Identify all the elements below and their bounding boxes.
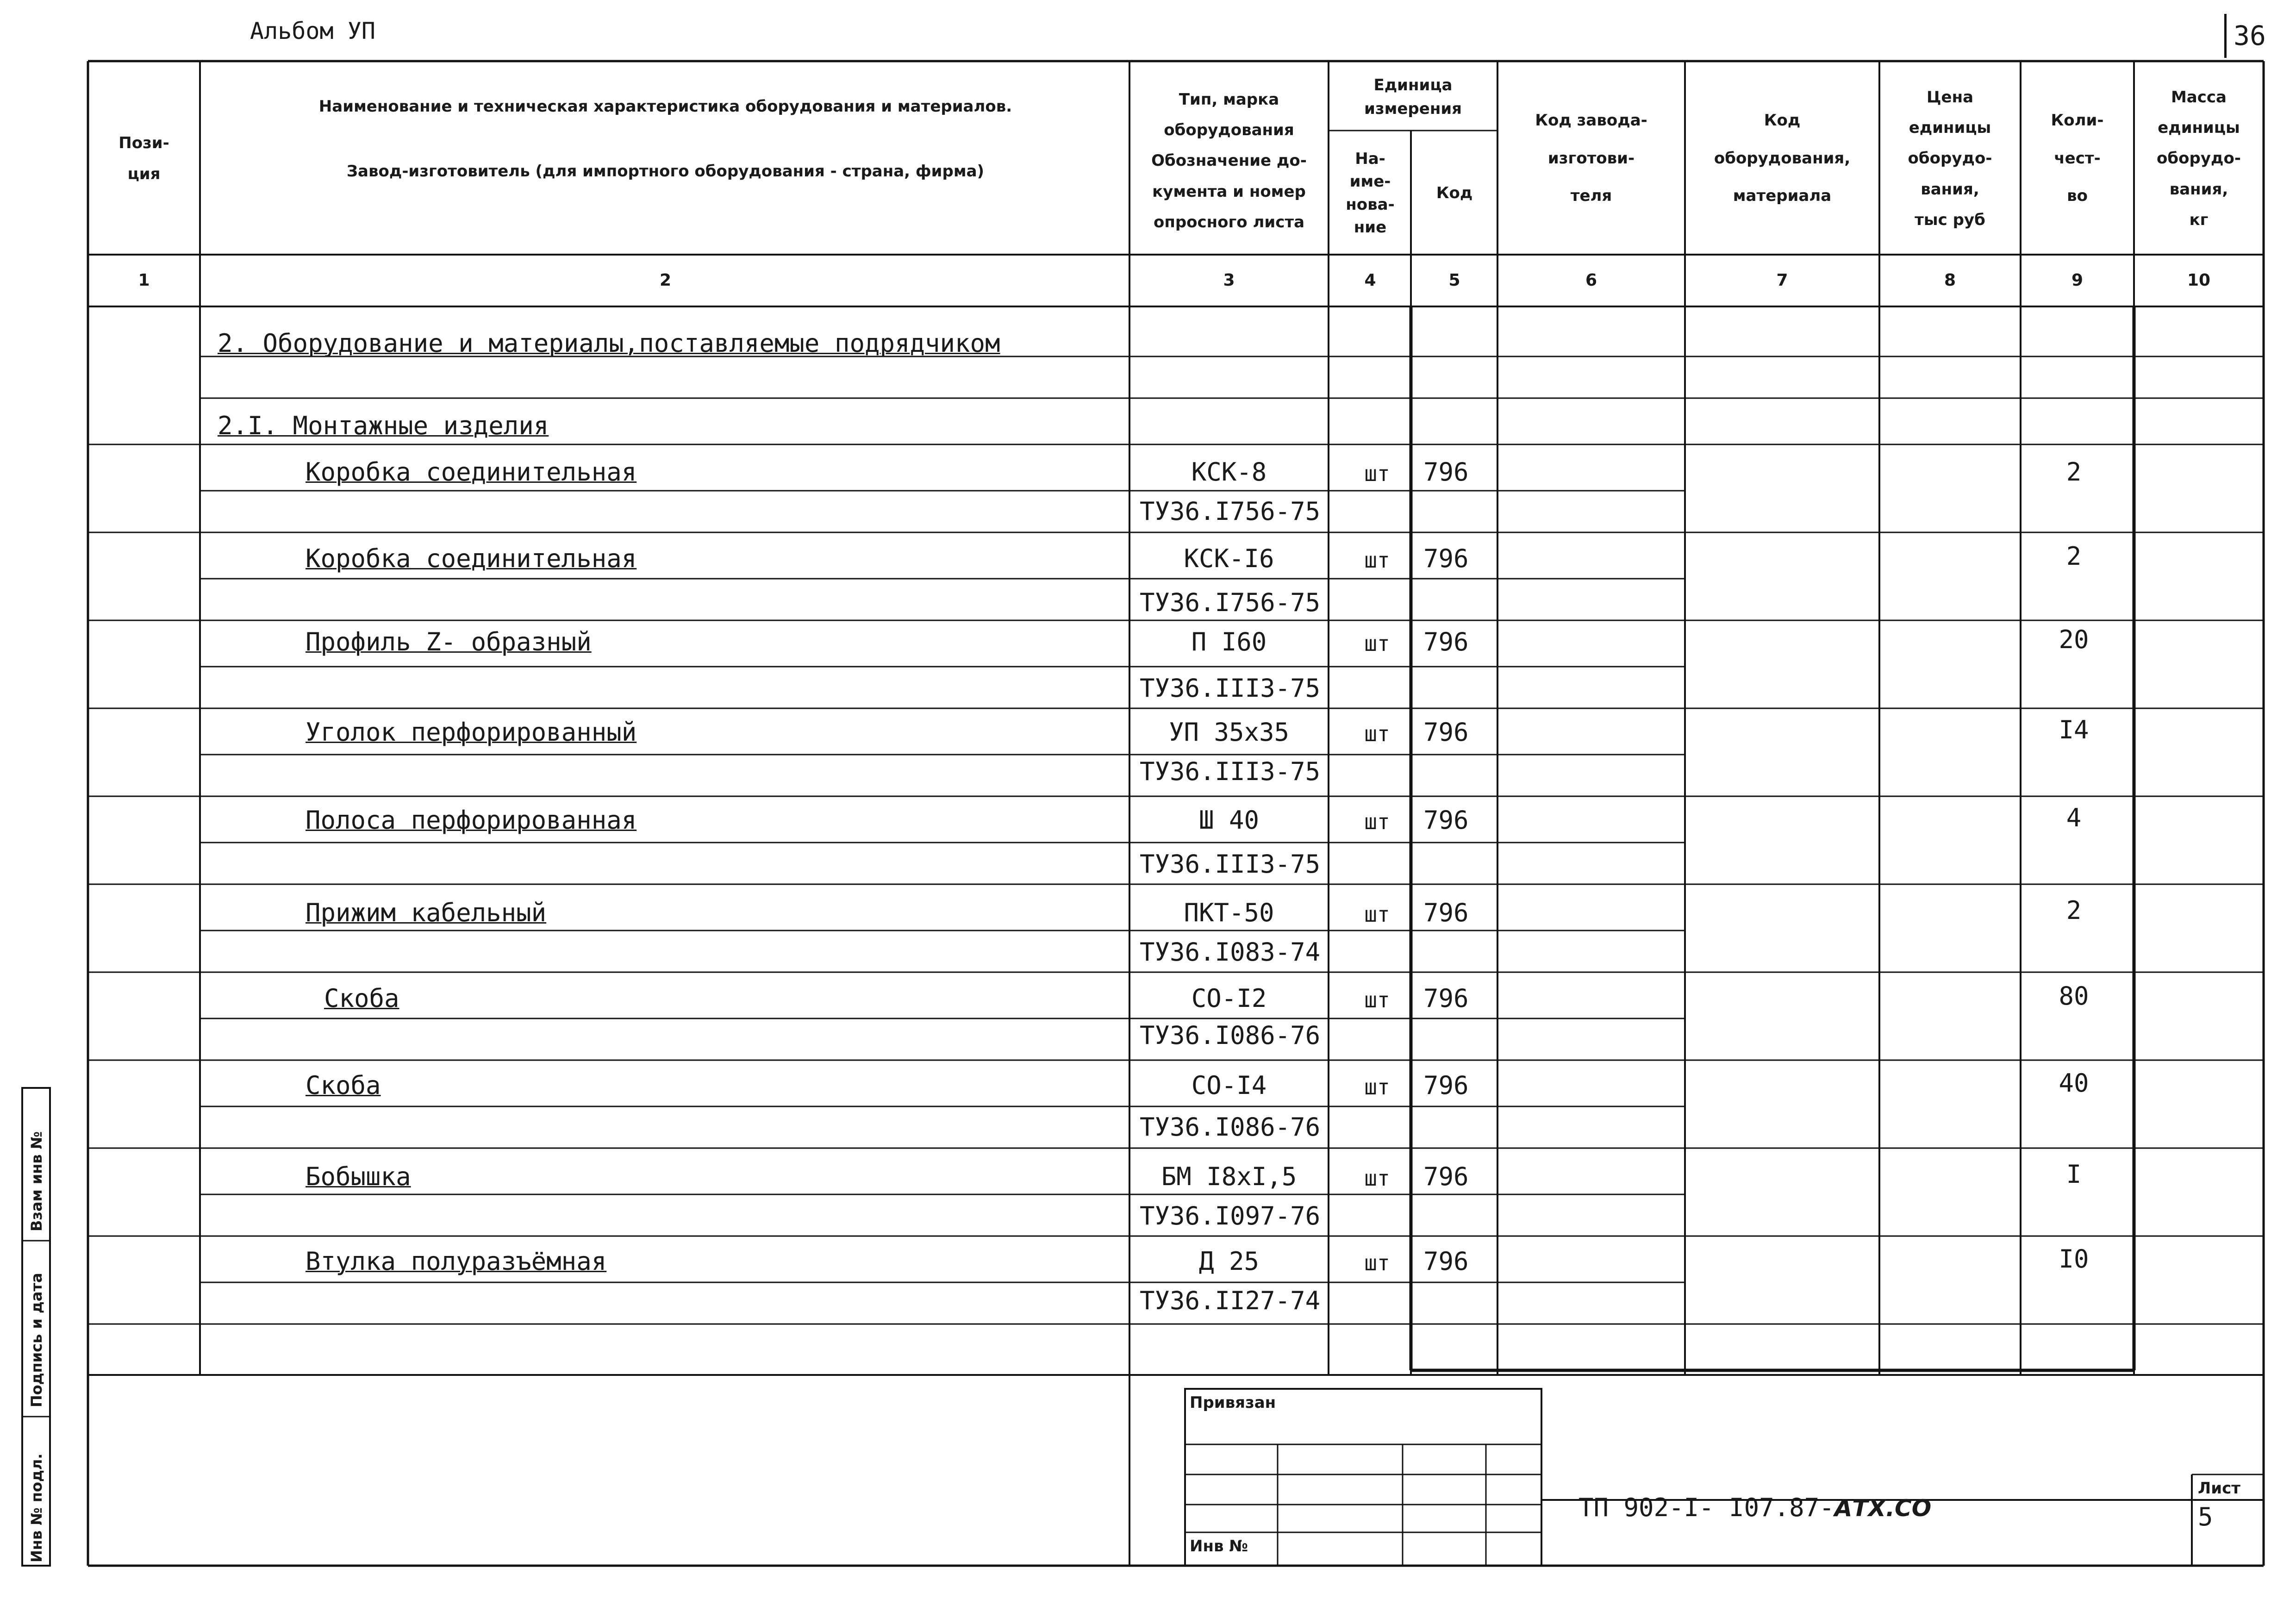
item-name: Полоса перфорированная	[306, 806, 637, 835]
item-name: Уголок перфорированный	[306, 718, 637, 747]
col-number-1: 1	[138, 271, 150, 290]
side-label-podpis: Подпись и дата	[28, 1273, 45, 1407]
header-quantity: Коли- чест- во	[2051, 111, 2104, 206]
item-unit: шт	[1364, 548, 1390, 573]
col-number-2: 2	[659, 271, 672, 290]
item-unit: шт	[1364, 1166, 1390, 1191]
header-mass: Масса единицы оборудо- вания, кг	[2157, 87, 2241, 229]
item-quantity: I4	[2059, 715, 2089, 744]
sheet-label: Лист	[2198, 1479, 2240, 1498]
side-label-inv-podl: Инв № подл.	[28, 1453, 45, 1562]
item-unit: шт	[1364, 987, 1390, 1012]
item-unit-code: 796	[1423, 457, 1469, 487]
item-quantity: I	[2066, 1160, 2082, 1189]
header-price: Цена единицы оборудо- вания, тыс руб	[1908, 87, 1992, 229]
document-designation	[1578, 1495, 1931, 1520]
item-type: КСК-8	[1191, 457, 1267, 487]
item-unit-code: 796	[1423, 718, 1469, 747]
item-quantity: 40	[2059, 1068, 2089, 1098]
item-doc: ТУ36.I086-76	[1140, 1112, 1321, 1142]
item-unit-code: 796	[1423, 806, 1469, 835]
subsection-title: 2.I. Монтажные изделия	[218, 411, 549, 440]
page-number: 36	[2224, 14, 2273, 58]
item-type: УП 35x35	[1168, 718, 1290, 747]
item-doc: ТУ36.I756-75	[1140, 588, 1321, 617]
item-unit: шт	[1364, 902, 1390, 927]
item-type: Д 25	[1198, 1247, 1260, 1276]
item-type: КСК-I6	[1184, 544, 1274, 573]
col-number-8: 8	[1944, 271, 1956, 290]
item-type: БМ I8xI,5	[1161, 1162, 1297, 1191]
sheet-number: 5	[2198, 1502, 2213, 1531]
item-unit-code: 796	[1423, 1162, 1469, 1191]
item-name: Бобышка	[306, 1162, 411, 1191]
item-type: ПКТ-50	[1184, 898, 1274, 927]
header-unit-name: На- име- нова- ние	[1346, 149, 1395, 237]
col-number-6: 6	[1585, 271, 1597, 290]
header-name-line2: Завод-изготовитель (для импортного оборудования - страна, фирма)	[346, 162, 985, 181]
col-number-3: 3	[1223, 271, 1235, 290]
album-title: Альбом УП	[250, 18, 375, 44]
item-doc: ТУ36.III3-75	[1140, 849, 1321, 879]
item-unit: шт	[1364, 809, 1390, 834]
item-doc: ТУ36.I083-74	[1140, 937, 1321, 967]
item-unit-code: 796	[1423, 544, 1469, 573]
item-doc: ТУ36.III3-75	[1140, 674, 1321, 703]
item-name: Втулка полуразъёмная	[306, 1247, 607, 1276]
header-type: Тип, марка оборудования Обозначение до- кумента и номер опросного листа	[1151, 90, 1307, 231]
item-unit: шт	[1364, 631, 1390, 656]
item-unit-code: 796	[1423, 627, 1469, 656]
item-quantity: 2	[2066, 457, 2082, 487]
item-name: Коробка соединительная	[306, 544, 637, 573]
item-unit-code: 796	[1423, 1071, 1469, 1100]
item-unit-code: 796	[1423, 984, 1469, 1013]
designation-suffix: АТХ.СО	[1834, 1495, 1932, 1522]
designation-main: ТП 902-I- I07.87-	[1578, 1493, 1834, 1522]
item-quantity: I0	[2059, 1244, 2089, 1274]
item-unit: шт	[1364, 461, 1390, 486]
item-doc: ТУ36.I086-76	[1140, 1021, 1321, 1050]
item-quantity: 4	[2066, 803, 2082, 832]
header-unit-code: Код	[1436, 184, 1473, 203]
item-unit: шт	[1364, 1074, 1390, 1099]
side-label-vzam: Взам инв №	[28, 1131, 45, 1231]
item-name: Скоба	[324, 984, 399, 1013]
item-quantity: 2	[2066, 542, 2082, 571]
col-number-4: 4	[1364, 271, 1376, 290]
item-type: СО-I4	[1191, 1071, 1267, 1100]
header-position: Пози- ция	[119, 134, 169, 183]
item-doc: ТУ36.III3-75	[1140, 757, 1321, 786]
col-number-10: 10	[2187, 271, 2211, 290]
item-name: Прижим кабельный	[306, 898, 547, 927]
stamp-inv-label: Инв №	[1190, 1537, 1248, 1555]
item-unit: шт	[1364, 721, 1390, 746]
header-equipment-code: Код оборудования, материала	[1714, 111, 1851, 206]
item-quantity: 2	[2066, 896, 2082, 925]
col-number-7: 7	[1776, 271, 1788, 290]
item-doc: ТУ36.II27-74	[1140, 1286, 1321, 1315]
item-name: Коробка соединительная	[306, 457, 637, 487]
item-type: П I60	[1191, 627, 1267, 656]
item-name: Скоба	[306, 1071, 381, 1100]
item-unit-code: 796	[1423, 1247, 1469, 1276]
item-unit-code: 796	[1423, 898, 1469, 927]
stamp-bound-label: Привязан	[1190, 1393, 1276, 1412]
item-doc: ТУ36.I097-76	[1140, 1201, 1321, 1230]
item-name: Профиль Z- образный	[306, 627, 592, 656]
col-number-5: 5	[1448, 271, 1460, 290]
item-doc: ТУ36.I756-75	[1140, 497, 1321, 526]
header-factory-code: Код завода- изготови- теля	[1535, 111, 1647, 206]
col-number-9: 9	[2071, 271, 2084, 290]
section-title: 2. Оборудование и материалы,поставляемые подрядчиком	[218, 329, 1000, 358]
item-quantity: 80	[2059, 981, 2089, 1011]
item-type: СО-I2	[1191, 984, 1267, 1013]
header-name-line1: Наименование и техническая характеристика оборудования и материалов.	[318, 97, 1012, 116]
item-unit: шт	[1364, 1250, 1390, 1275]
item-type: Ш 40	[1198, 806, 1260, 835]
item-quantity: 20	[2059, 625, 2089, 654]
header-unit-group: Единица измерения	[1364, 76, 1462, 118]
